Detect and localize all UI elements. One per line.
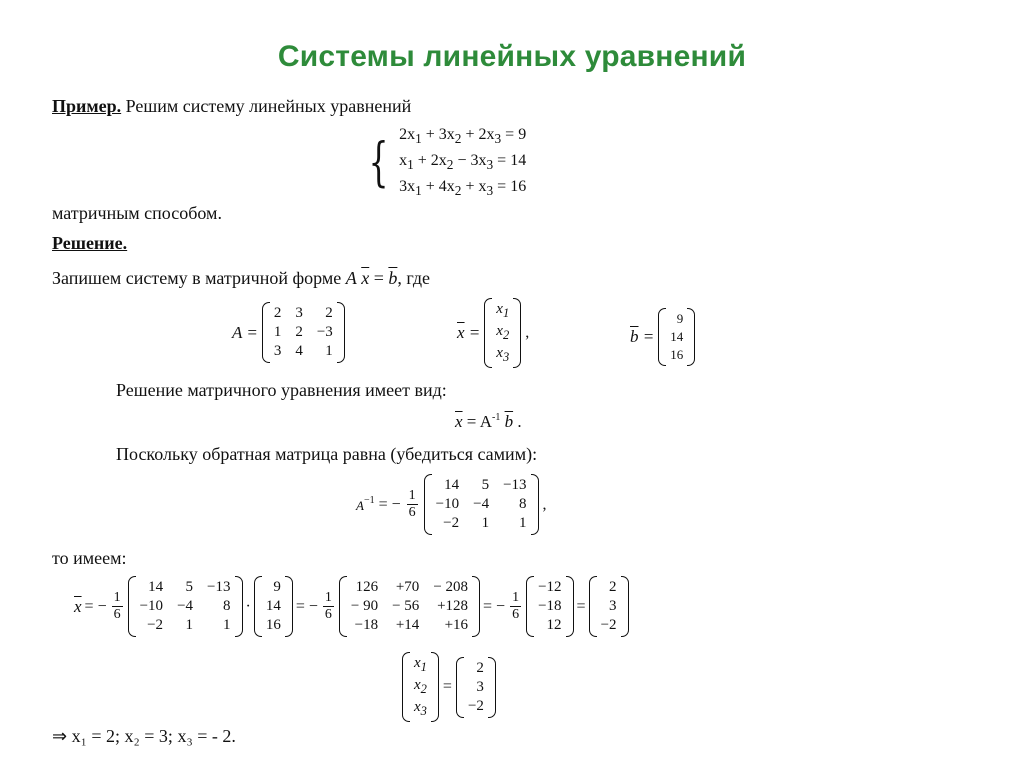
final-vector-equation: $x_1$ $x_2$ $x_3$ = 2 3 −2 xyxy=(402,652,496,722)
matrix-a-block xyxy=(232,302,345,363)
equation-2: $x_1 + 2x_2 - 3x_3 = 14$ xyxy=(399,152,527,173)
example-text: Решим систему линейных уравнений xyxy=(125,96,412,116)
matrix-a-label: A = xyxy=(232,322,258,342)
solution-form-text: Решение матричного уравнения имеет вид: xyxy=(116,380,447,400)
vector-b-label: $\overline{b}$ = xyxy=(630,327,655,346)
equation-1: $2x_1 + 3x_2 + 2x_3 = 9$ xyxy=(399,126,527,147)
then-text: то имеем: xyxy=(52,548,127,568)
answer-line: ⇒ x₁ = 2; x₂ = 3; x₃ = - 2. xyxy=(52,726,236,746)
solution-label: Решение. xyxy=(52,233,128,253)
matrix-a: 2 3 2 1 2 −3 3 4 1 xyxy=(262,302,345,363)
calc-vector-3: 2 3 −2 xyxy=(589,576,629,637)
matrix-form-line: Запишем систему в матричной форме A $\overline{x} = \overline{b}$, где xyxy=(52,268,431,288)
system-equations xyxy=(399,124,526,203)
calc-matrix-2: 126 +70 − 208 − 90 − 56 +128 −18 +14 +16 xyxy=(339,576,480,637)
vector-x-block: $\overline{x}$ = $x_1$ $x_2$ $x_3$ , xyxy=(457,298,529,368)
vector-b-block xyxy=(630,308,695,366)
calc-matrix-1: 14 5 −13 −10 −4 8 −2 1 1 xyxy=(128,576,243,637)
equation-system xyxy=(362,124,526,203)
method-text: матричным способом. xyxy=(52,203,222,223)
calculation-row: $\overline{x}$ = − $\frac{1}{6}$ 14 5 −13 −10 −4 8 −2 1 1 · 9 14 16 = − $\frac{1}{6}$ 126 +70 − 208 − 90 − 56 +128 −18 +14 +16 = − $\frac{1}{6}$ −12 −18 12 = 2 3 −2 xyxy=(74,576,629,637)
vector-x-label: $\overline{x}$ = xyxy=(457,323,481,342)
solution-formula: $\overline{x} = A^{-1}$ $\overline{b}$ . xyxy=(455,412,522,431)
calc-vector-1: 9 14 16 xyxy=(254,576,293,637)
example-label: Пример. xyxy=(52,96,122,116)
equation-3: $3x_1 + 4x_2 + x_3 = 16$ xyxy=(399,178,527,199)
inverse-text: Поскольку обратная матрица равна (убедиться самим): xyxy=(116,444,538,464)
vector-x: $x_1$ $x_2$ $x_3$ xyxy=(484,298,521,368)
example-line xyxy=(52,96,411,117)
vector-b: 9 14 16 xyxy=(658,308,695,366)
page-title: Системы линейных уравнений xyxy=(277,40,747,73)
system-brace: { xyxy=(368,133,389,194)
inverse-block: $A^{-1}$ = − $\frac{1}{6}$ 14 5 −13 −10 −4 8 −2 1 1 , xyxy=(356,474,547,535)
inverse-matrix: 14 5 −13 −10 −4 8 −2 1 1 xyxy=(424,474,539,535)
calc-vector-2: −12 −18 12 xyxy=(526,576,573,637)
